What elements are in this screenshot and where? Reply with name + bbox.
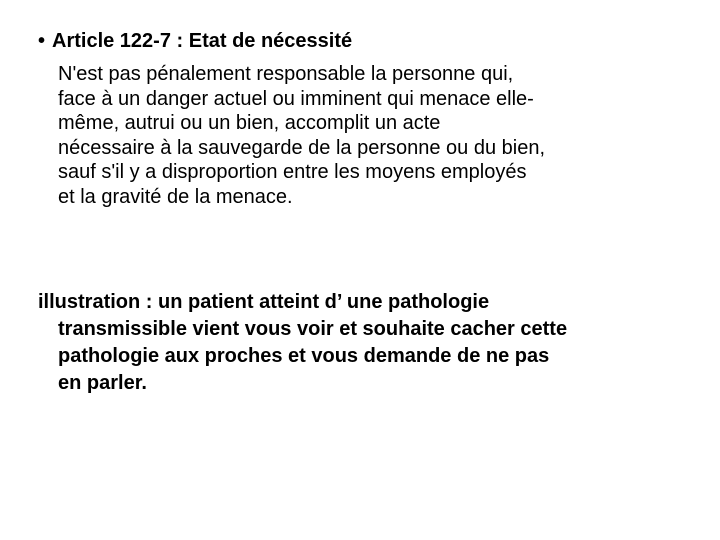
article-text-line: N'est pas pénalement responsable la personne qui, [58,63,514,85]
illustration-text [38,289,718,397]
article-heading-row [38,29,352,53]
article-text [58,62,718,209]
article-text-line: même, autrui ou un bien, accomplit un acte [58,112,441,134]
article-text-line: face à un danger actuel ou imminent qui menace elle- [58,87,534,110]
article-text-line: nécessaire à la sauvegarde de la personne ou du bien, [58,136,546,159]
article-text-line: et la gravité de la menace. [58,185,293,208]
article-text-line: sauf s'il y a disproportion entre les moyens employés [58,161,527,183]
illustration-line: transmissible vient vous voir et souhaite cacher cette [58,318,568,340]
article-heading: Article 122-7 : Etat de nécessité [52,30,353,52]
bullet-icon: • [38,30,46,52]
illustration-line: en parler. [58,372,147,394]
illustration-line: pathologie aux proches et vous demande de ne pas [58,345,550,367]
illustration-line: illustration : un patient atteint d’ une pathologie [38,291,490,313]
